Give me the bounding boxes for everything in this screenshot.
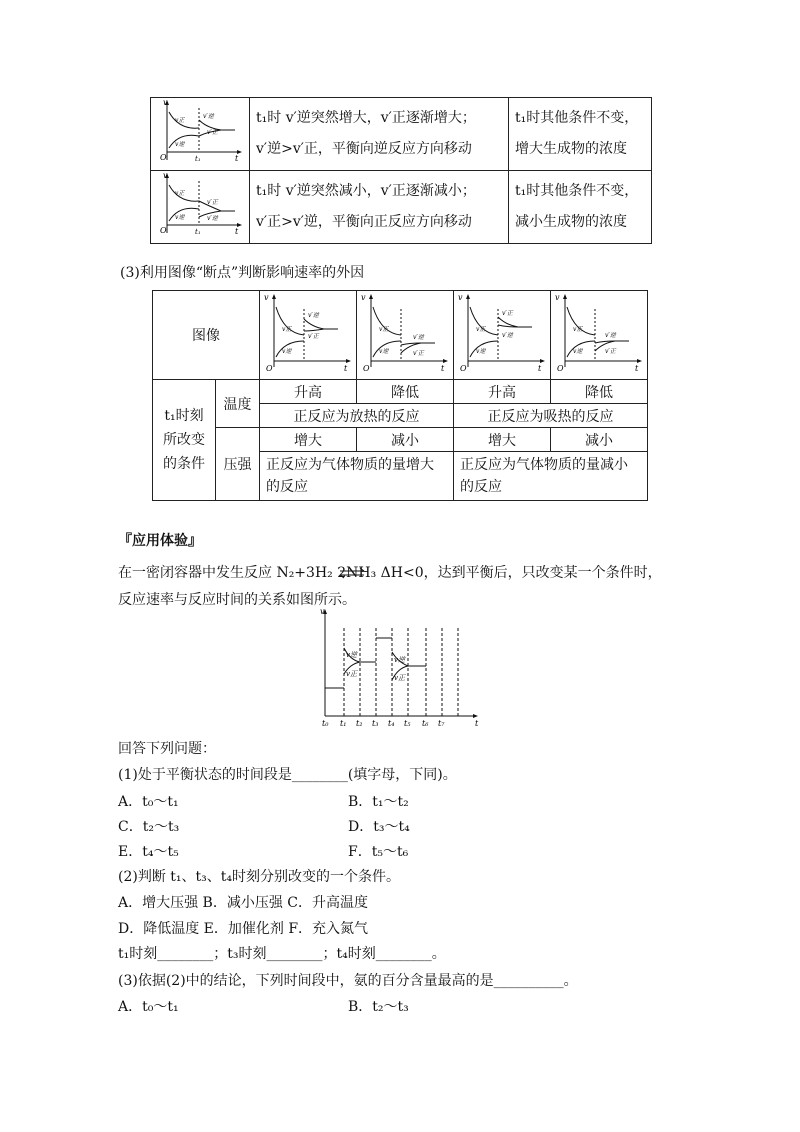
svg-text:O: O — [363, 364, 370, 373]
tick-label: t₇ — [438, 719, 445, 728]
temp-note: 正反应为放热的反应 — [260, 404, 454, 428]
temp-note: 正反应为吸热的反应 — [454, 404, 648, 428]
svg-text:t: t — [441, 364, 445, 373]
pressure-value: 减小 — [551, 428, 648, 452]
svg-text:v正: v正 — [379, 326, 389, 333]
mini-graph-cell — [260, 291, 357, 380]
description-cell — [250, 171, 509, 244]
tick-label: t₃ — [372, 719, 379, 728]
condition-line: 减小生成物的浓度 — [515, 214, 627, 230]
section-title: (3)利用图像“断点”判断影响速率的外因 — [120, 265, 365, 281]
svg-text:O: O — [266, 364, 273, 373]
axis-v-label: v — [163, 171, 168, 180]
apply-heading-label: 应用体验 — [132, 533, 188, 549]
t1-label: t₁ — [195, 155, 201, 163]
description-cell — [250, 98, 509, 171]
breakpoint-graph-1 — [260, 291, 354, 375]
svg-text:O: O — [460, 364, 467, 373]
svg-text:t: t — [635, 364, 639, 373]
svg-text:v′逆: v′逆 — [308, 312, 319, 319]
t1-label: t₁ — [195, 228, 201, 236]
breakpoint-graph-4 — [551, 291, 645, 375]
svg-text:v′正: v′正 — [207, 199, 218, 206]
description-line: t₁时 v′逆突然减小，v′正逐渐减小； — [256, 183, 476, 199]
svg-text:v: v — [555, 293, 560, 302]
svg-text:O: O — [557, 364, 564, 373]
condition-line: t₁时其他条件不变， — [515, 183, 639, 199]
curve-label: v正 — [394, 674, 405, 682]
condition-line: t₁时其他条件不变， — [515, 110, 639, 126]
svg-text:t: t — [538, 364, 542, 373]
pressure-value: 增大 — [454, 428, 551, 452]
svg-text:v′逆: v′逆 — [207, 215, 218, 222]
svg-text:v正: v正 — [175, 117, 185, 124]
axis-v-label: v — [163, 98, 168, 107]
curve-label: v正 — [346, 670, 357, 678]
rate-time-graph-2 — [151, 171, 247, 239]
temp-value: 降低 — [551, 380, 648, 404]
svg-text:v′逆: v′逆 — [502, 332, 513, 339]
pressure-note-cell — [454, 452, 648, 501]
mini-graph-cell — [357, 291, 454, 380]
condition-line: 增大生成物的浓度 — [515, 141, 627, 157]
tick-label: t₅ — [404, 719, 411, 728]
question-2: (2)判断 t₁、t₃、t₄时刻分别改变的一个条件。 — [118, 869, 400, 885]
row-label-line: 所改变 — [163, 432, 205, 448]
svg-text:v正: v正 — [573, 326, 583, 333]
axis-t-label: t — [235, 154, 239, 163]
curve-label: v逆 — [394, 656, 405, 664]
svg-text:v′正: v′正 — [308, 333, 319, 340]
image-header-cell — [153, 291, 260, 380]
temp-value: 升高 — [454, 380, 551, 404]
question-2-options: A．增大压强 B．减小压强 C．升高温度 — [118, 895, 369, 911]
breakpoint-graph-3 — [454, 291, 548, 375]
option-d: D．t₃～t₄ — [348, 819, 410, 835]
svg-text:v逆: v逆 — [573, 348, 583, 355]
question-1: (1)处于平衡状态的时间段是________(填字母，下同)。 — [118, 767, 457, 783]
apply-heading — [118, 530, 202, 550]
graph-cell — [151, 171, 250, 244]
svg-text:v: v — [264, 293, 269, 302]
x-axis-arrow-icon — [473, 714, 478, 718]
svg-text:v′正: v′正 — [605, 348, 616, 355]
equilibrium-arrow-icon — [338, 566, 366, 580]
breakpoint-graph-2 — [357, 291, 451, 375]
pressure-value: 增大 — [260, 428, 357, 452]
option-e: E．t₄～t₅ — [118, 844, 179, 860]
svg-text:v′正: v′正 — [413, 350, 424, 357]
origin-label: O — [160, 153, 167, 162]
bracket-close-icon: 』 — [188, 533, 202, 549]
temperature-label: 温度 — [223, 396, 252, 413]
pressure-value: 减小 — [357, 428, 454, 452]
curve-label: v逆 — [346, 651, 357, 659]
temp-value: 降低 — [357, 380, 454, 404]
temp-value: 升高 — [260, 380, 357, 404]
pressure-label-cell — [216, 428, 260, 501]
pressure-note-cell — [260, 452, 454, 501]
temperature-label-cell — [216, 380, 260, 428]
tick-label: t₂ — [356, 719, 363, 728]
rate-time-chart — [312, 608, 488, 730]
svg-text:v′正: v′正 — [502, 310, 513, 317]
x-axis-label: t — [475, 719, 479, 728]
origin-label: O — [160, 226, 167, 235]
svg-text:v′逆: v′逆 — [203, 113, 214, 120]
pressure-note: 正反应为气体物质的量减小的反应 — [460, 457, 628, 495]
description-line: v′逆>v′正，平衡向逆反应方向移动 — [256, 141, 472, 157]
row-label-line: 的条件 — [163, 456, 205, 472]
breakpoint-table — [152, 290, 648, 501]
mini-graph-cell — [551, 291, 648, 380]
row-label-line: t₁时刻 — [164, 408, 204, 424]
image-header-label: 图像 — [192, 328, 220, 344]
tick-label: t₄ — [388, 719, 395, 728]
top-table — [150, 97, 652, 244]
question-3: (3)依据(2)中的结论，下列时间段中，氨的百分含量最高的是__________。 — [118, 973, 578, 989]
question-3-option-b: B．t₂～t₃ — [348, 999, 409, 1015]
svg-text:v′正: v′正 — [207, 129, 218, 136]
mini-graph-cell — [454, 291, 551, 380]
svg-text:v正: v正 — [476, 326, 486, 333]
condition-cell — [509, 171, 652, 244]
svg-text:v正: v正 — [175, 190, 185, 197]
svg-text:v: v — [458, 293, 463, 302]
option-f: F．t₅～t₆ — [348, 844, 409, 860]
svg-text:v: v — [361, 293, 366, 302]
description-line: t₁时 v′逆突然增大，v′正逐渐增大； — [256, 110, 476, 126]
pressure-label: 压强 — [223, 457, 252, 473]
svg-text:v正: v正 — [282, 326, 292, 333]
tick-label: t₀ — [322, 719, 329, 728]
question-2-fill: t₁时刻________；t₃时刻________；t₄时刻________。 — [118, 946, 446, 962]
svg-text:v逆: v逆 — [175, 141, 185, 148]
description-line: v′正>v′逆，平衡向正反应方向移动 — [256, 214, 472, 230]
pressure-note: 正反应为气体物质的量增大的反应 — [266, 457, 434, 495]
option-b: B．t₁～t₂ — [348, 794, 409, 810]
row-label-cell — [153, 380, 216, 501]
svg-text:v′逆: v′逆 — [413, 334, 424, 341]
tick-label: t₆ — [422, 719, 429, 728]
problem-intro-line: 反应速率与反应时间的关系如图所示。 — [118, 592, 356, 608]
condition-cell — [509, 98, 652, 171]
answer-prompt: 回答下列问题： — [118, 741, 216, 757]
svg-text:v逆: v逆 — [282, 348, 292, 355]
svg-text:v逆: v逆 — [476, 348, 486, 355]
svg-text:v逆: v逆 — [175, 214, 185, 221]
axis-t-label: t — [235, 227, 239, 236]
option-a: A．t₀～t₁ — [118, 794, 179, 810]
graph-cell — [151, 98, 250, 171]
svg-text:t: t — [344, 364, 348, 373]
y-axis-label: v — [320, 608, 325, 616]
svg-text:v′逆: v′逆 — [605, 332, 616, 339]
svg-text:v逆: v逆 — [379, 348, 389, 355]
question-2-options: D．降低温度 E．加催化剂 F．充入氮气 — [118, 921, 369, 937]
tick-label: t₁ — [340, 719, 347, 728]
problem-intro-line: 在一密闭容器中发生反应 N₂+3H₂ 2NH₃ ΔH<0，达到平衡后，只改变某一个条件时， — [118, 565, 662, 581]
rate-time-graph-1 — [151, 98, 247, 166]
question-3-option-a: A．t₀～t₁ — [118, 999, 179, 1015]
bracket-open-icon: 『 — [118, 533, 132, 549]
option-c: C．t₂～t₃ — [118, 819, 180, 835]
